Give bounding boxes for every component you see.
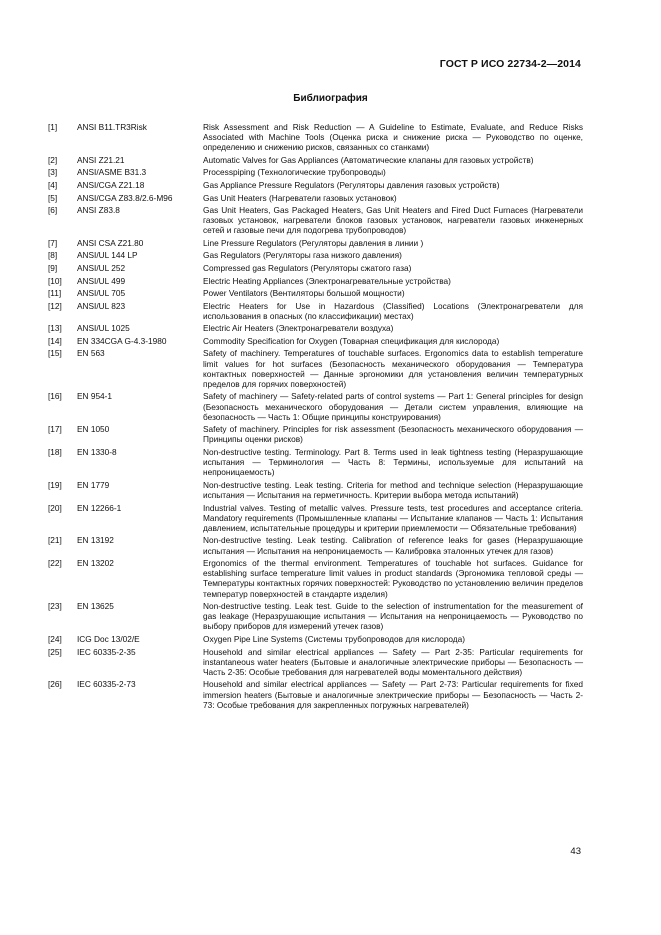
entry-title: Household and similar electrical appliances — Safety — Part 2-73: Particular requirements for fixed immersion heaters (Бытовые и аналогичные электрические приборы — Безопасность — Часть 2-73: Особые требования для закрепленных погружных нагревателей) — [203, 679, 583, 710]
entry-title: Compressed gas Regulators (Регуляторы сжатого газа) — [203, 263, 412, 273]
bibliography-entry — [48, 503, 583, 533]
entry-title: Risk Assessment and Risk Reduction — A Guideline to Estimate, Evaluate, and Reduce Risks Associated with Machine Tools (Оценка риска и снижение риска — Руководство по оценке, определению и снижению рисков, связанных со станками) — [203, 122, 583, 153]
entry-number: [14] — [48, 335, 62, 346]
entry-standard-code: ANSI Z83.8 — [77, 205, 120, 216]
entry-number: [23] — [48, 601, 62, 612]
entry-title: Commodity Specification for Oxygen (Товарная спецификация для кислорода) — [203, 335, 500, 346]
bibliography-entry — [48, 288, 583, 298]
entry-number: [16] — [48, 391, 62, 402]
entry-number: [15] — [48, 348, 62, 359]
entry-number: [6] — [48, 205, 58, 216]
page-number: 43 — [570, 846, 581, 857]
entry-number: [12] — [48, 300, 62, 311]
entry-standard-code: EN 1330-8 — [77, 447, 117, 458]
bibliography-entry — [48, 336, 583, 346]
bibliography-entry — [48, 122, 583, 152]
entry-title: Ergonomics of the thermal environment. Temperatures of touchable hot surfaces. Guidance for establishing surface temperature limit values in product standards (Эргономика тепловой среды — Температуры контактных горячих поверхностей: Руководство по установлению величин пределов температур поверхностей в стандарте изделия) — [203, 558, 583, 599]
entry-number: [3] — [48, 167, 58, 178]
bibliography-entry — [48, 647, 583, 677]
entry-standard-code: EN 334CGA G-4.3-1980 — [77, 335, 167, 346]
entry-title: Electric Air Heaters (Электронагреватели воздуха) — [203, 323, 394, 334]
bibliography-entry — [48, 634, 583, 644]
bibliography-entry — [48, 250, 583, 260]
entry-title: Industrial valves. Testing of metallic valves. Pressure tests, test procedures and acceptance criteria. Mandatory requirements (Промышленные клапаны — Испытание клапанов — Часть 1: Испытания давлением, испытательные процедуры и критерии приемлемости — Обязательные требования) — [203, 502, 583, 533]
bibliography-entry — [48, 391, 583, 421]
entry-number: [7] — [48, 237, 58, 248]
entry-number: [18] — [48, 447, 62, 458]
entry-standard-code: IEC 60335-2-35 — [77, 646, 136, 657]
entry-number: [25] — [48, 646, 62, 657]
entry-title: Power Ventilators (Вентиляторы большой мощности) — [203, 288, 405, 299]
entry-standard-code: EN 954-1 — [77, 391, 113, 402]
entry-number: [10] — [48, 275, 62, 286]
entry-standard-code: ANSI/UL 1025 — [77, 323, 130, 334]
entry-standard-code: ANSI/CGA Z83.8/2.6-M96 — [77, 192, 173, 203]
entry-number: [1] — [48, 122, 58, 132]
entry-standard-code: EN 563 — [77, 348, 105, 359]
entry-title: Household and similar electrical appliances — Safety — Part 2-35: Particular requirements for instantaneous water heaters (Бытовые и аналогичные электрические приборы — Безопасность — Часть 2-35: Особые требования для нагревателей воды моментального действия) — [203, 646, 583, 677]
entry-number: [17] — [48, 424, 62, 435]
entry-number: [4] — [48, 179, 58, 190]
entry-standard-code: ANSI/UL 499 — [77, 275, 126, 286]
entry-standard-code: IEC 60335-2-73 — [77, 679, 136, 690]
entry-number: [24] — [48, 634, 62, 645]
entry-title: Non-destructive testing. Leak test. Guide to the selection of instrumentation for the measurement of gas leakage (Неразрушающие испытания — Испытания на непроницаемость — Руководство по выбору приборов для измерений утечек газов) — [203, 601, 583, 632]
bibliography-entry — [48, 558, 583, 599]
bibliography-entry — [48, 601, 583, 631]
bibliography-entry — [48, 301, 583, 321]
bibliography-entry — [48, 205, 583, 235]
bibliography-entry — [48, 263, 583, 273]
entry-title: Electric Heaters for Use in Hazardous (Classified) Locations (Электронагреватели для использования в опасных (по классификации) местах) — [203, 300, 583, 321]
bibliography-entry — [48, 238, 583, 248]
entry-number: [19] — [48, 479, 62, 490]
entry-standard-code: EN 13202 — [77, 558, 114, 569]
entry-number: [8] — [48, 250, 58, 261]
entry-standard-code: ANSI/ASME B31.3 — [77, 167, 147, 178]
entry-title: Electric Heating Appliances (Электронагревательные устройства) — [203, 275, 451, 286]
entry-number: [26] — [48, 679, 62, 690]
entry-title: Oxygen Pipe Line Systems (Системы трубопроводов для кислорода) — [203, 634, 466, 645]
entry-title: Gas Unit Heaters, Gas Packaged Heaters, Gas Unit Heaters and Fired Duct Furnaces (Нагреватели газовых установок, нагреватели блоков газовых установок, нагреватели газовых инженерных сетей и газовые печи для подогрева трубопроводов) — [203, 205, 583, 236]
bibliography-entry — [48, 447, 583, 477]
entry-title: Non-destructive testing. Leak testing. Criteria for method and technique selection (Неразрушающие испытания — Испытания на герметичность. Критерии выбора метода испытаний) — [203, 479, 583, 501]
bibliography-entry — [48, 276, 583, 286]
bibliography-entry — [48, 155, 583, 165]
bibliography-entry — [48, 535, 583, 555]
entry-title: Safety of machinery. Principles for risk assessment (Безопасность механического оборудования — Принципы оценки рисков) — [203, 424, 583, 445]
entry-number: [22] — [48, 558, 62, 569]
bibliography-entry — [48, 323, 583, 333]
entry-standard-code: EN 1779 — [77, 479, 110, 490]
bibliography-entry — [48, 480, 583, 500]
entry-title: Non-destructive testing. Leak testing. Calibration of reference leaks for gases (Неразрушающие испытания — Испытания на непроницаемость — Калибровка эталонных утечек для газов) — [203, 535, 583, 556]
entry-standard-code: ANSI/UL 823 — [77, 300, 126, 311]
entry-title: Gas Unit Heaters (Нагреватели газовых установок) — [203, 192, 397, 203]
bibliography-list — [48, 122, 583, 712]
section-title: Библиография — [293, 93, 368, 104]
entry-standard-code: ANSI B11.TR3Risk — [77, 122, 147, 132]
entry-standard-code: EN 13625 — [77, 601, 114, 612]
entry-number: [2] — [48, 154, 58, 165]
entry-standard-code: ANSI/UL 252 — [77, 263, 126, 273]
bibliography-entry — [48, 167, 583, 177]
entry-standard-code: EN 13192 — [77, 535, 114, 546]
entry-standard-code: ANSI/CGA Z21.18 — [77, 179, 145, 190]
entry-standard-code: ANSI CSA Z21.80 — [77, 237, 144, 248]
document-header: ГОСТ Р ИСО 22734-2—2014 — [439, 58, 581, 70]
entry-number: [20] — [48, 502, 62, 513]
entry-standard-code: ANSI Z21.21 — [77, 154, 125, 165]
entry-title: Gas Regulators (Регуляторы газа низкого давления) — [203, 250, 402, 261]
entry-number: [5] — [48, 192, 58, 203]
entry-title: Safety of machinery — Safety-related parts of control systems — Part 1: General principles for design (Безопасность механического оборудования — Детали систем управления, влияющие на безопасность — Часть 1: Общие принципы конструирования) — [203, 391, 583, 422]
entry-number: [11] — [48, 288, 62, 299]
entry-title: Non-destructive testing. Terminology. Part 8. Terms used in leak tightness testing (Неразрушающие испытания — Терминология — Часть 8: Термины, используемые для испытаний на непроницаемость) — [203, 447, 583, 478]
entry-number: [13] — [48, 323, 62, 334]
entry-standard-code: ICG Doc 13/02/E — [77, 634, 140, 645]
bibliography-entry — [48, 424, 583, 444]
entry-title: Line Pressure Regulators (Регуляторы давления в линии ) — [203, 237, 424, 248]
entry-number: [9] — [48, 263, 58, 273]
entry-title: Processpiping (Технологические трубопроводы) — [203, 167, 386, 178]
entry-standard-code: ANSI/UL 144 LP — [77, 250, 138, 261]
entry-title: Automatic Valves for Gas Appliances (Автоматические клапаны для газовых устройств) — [203, 154, 534, 165]
entry-standard-code: EN 12266-1 — [77, 502, 122, 513]
entry-title: Gas Appliance Pressure Regulators (Регуляторы давления газовых устройств) — [203, 179, 500, 190]
bibliography-entry — [48, 679, 583, 709]
bibliography-entry — [48, 180, 583, 190]
entry-standard-code: EN 1050 — [77, 424, 110, 435]
bibliography-entry — [48, 348, 583, 389]
entry-standard-code: ANSI/UL 705 — [77, 288, 126, 299]
entry-number: [21] — [48, 535, 62, 546]
entry-title: Safety of machinery. Temperatures of touchable surfaces. Ergonomics data to establish temperature limit values for hot surfaces (Безопасность механического оборудования — Температура контактных поверхностей — Данные эргономики для установления величин температурных пределов для горячих поверхностей) — [203, 348, 583, 389]
bibliography-entry — [48, 193, 583, 203]
